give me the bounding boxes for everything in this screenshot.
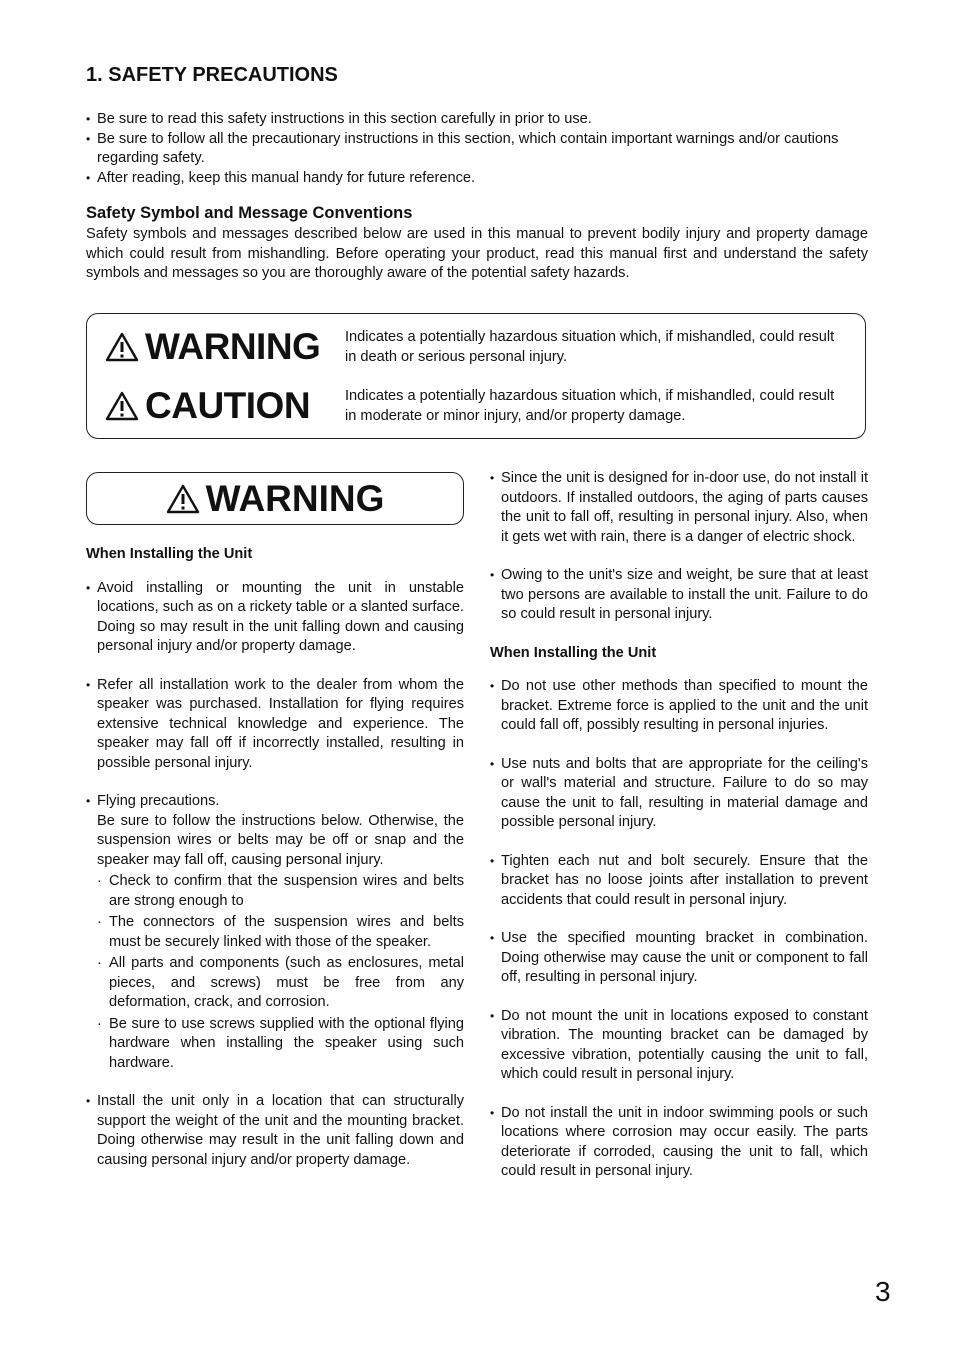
symbol-legend-box	[86, 313, 866, 439]
left-column	[86, 545, 464, 1189]
caution-signal	[105, 385, 310, 427]
warning-item: • Owing to the unit's size and weight, be sure that at least two persons are available to install the unit. Failure to do so could result in personal injury.	[490, 566, 868, 625]
warning-triangle-icon	[105, 332, 139, 362]
flying-title: • Flying precautions.	[97, 793, 220, 809]
warning-description: Indicates a potentially hazardous situation which, if mishandled, could result in death or serious personal injury.	[345, 329, 835, 365]
caution-label: CAUTION	[145, 385, 311, 426]
warning-item: • Tighten each nut and bolt securely. Ensure that the bracket has no loose joints after installation to prevent accidents that could result in personal injury.	[490, 852, 868, 911]
warning-item: • Avoid installing or mounting the unit in unstable locations, such as on a rickety table or a slanted surface. Doing so may result in the unit falling down and causing personal injury and/or property damage.	[86, 579, 464, 657]
warning-item: • Use the specified mounting bracket in combination. Doing otherwise may cause the unit or component to fall off, resulting in personal injury.	[490, 929, 868, 988]
subheading: When Installing the Unit	[490, 644, 657, 661]
right-column	[490, 469, 868, 1201]
conventions-text: Safety symbols and messages described below are used in this manual to prevent bodily injury and property damage which could result from mishandling. Before operating your product, read this manual first and understand the safety symbols and messages so you are thoroughly aware of the potential safety hazards.	[86, 226, 868, 281]
flying-text: Be sure to follow the instructions below. Otherwise, the suspension wires or belts may be off or snap and the speaker may fall off, causing personal injury.	[97, 812, 464, 868]
conventions-heading: Safety Symbol and Message Conventions	[86, 204, 413, 222]
warning-triangle-icon	[166, 484, 200, 514]
intro-item: • After reading, keep this manual handy for future reference.	[86, 169, 868, 189]
caution-triangle-icon	[105, 391, 139, 421]
page-number: 3	[875, 1276, 891, 1307]
caution-description: Indicates a potentially hazardous situation which, if mishandled, could result in moderate or minor injury, and/or property damage.	[345, 388, 835, 424]
warning-banner	[86, 472, 464, 525]
warning-item	[86, 792, 464, 1073]
warning-item: • Use nuts and bolts that are appropriate for the ceiling's or wall's material and structure. Failure to do so may cause the unit to fall, resulting in material damage and possible personal injury.	[490, 755, 868, 833]
intro-item: • Be sure to read this safety instructions in this section carefully in prior to use.	[86, 110, 868, 130]
sub-item: · The connectors of the suspension wires and belts must be securely linked with those of the speaker.	[86, 913, 464, 952]
warning-signal	[105, 326, 320, 368]
warning-item: • Do not install the unit in indoor swimming pools or such locations where corrosion may occur easily. The parts deteriorate if corroded, causing the unit to fall, which could result in personal injury.	[490, 1104, 868, 1182]
warning-item: • Refer all installation work to the dealer from whom the speaker was purchased. Installation for flying requires extensive technical knowledge and experience. The speaker may fall off if incorrectly installed, resulting in possible personal injury.	[86, 676, 464, 774]
warning-banner-label: WARNING	[205, 477, 385, 519]
intro-list	[86, 110, 868, 188]
sub-item: · Be sure to use screws supplied with the optional flying hardware when installing the speaker using such hardware.	[86, 1015, 464, 1074]
warning-item: • Do not mount the unit in locations exposed to constant vibration. The mounting bracket can be damaged by excessive vibration, potentially causing the unit to fall, which could result in personal injury.	[490, 1007, 868, 1085]
intro-item: • Be sure to follow all the precautionary instructions in this section, which contain important warnings and/or cautions regarding safety.	[86, 130, 868, 169]
section-title: 1. SAFETY PRECAUTIONS	[86, 64, 338, 86]
warning-label: WARNING	[145, 326, 321, 367]
warning-item: • Install the unit only in a location that can structurally support the weight of the unit and the mounting bracket. Doing otherwise may result in the unit falling down and causing personal injury and/or property damage.	[86, 1092, 464, 1170]
sub-item: · All parts and components (such as enclosures, metal pieces, and screws) must be free from any deformation, crack, and corrosion.	[86, 954, 464, 1013]
subheading: When Installing the Unit	[86, 546, 253, 562]
warning-item: • Since the unit is designed for in-door use, do not install it outdoors. If installed outdoors, the aging of parts causes the unit to fall off, resulting in personal injury. Also, when it gets wet with rain, there is a danger of electric shock.	[490, 469, 868, 547]
warning-item: • Do not use other methods than specified to mount the bracket. Extreme force is applied to the unit and the unit could fall off, possibly resulting in personal injuries.	[490, 677, 868, 736]
sub-item: · Check to confirm that the suspension wires and belts are strong enough to	[86, 872, 464, 911]
